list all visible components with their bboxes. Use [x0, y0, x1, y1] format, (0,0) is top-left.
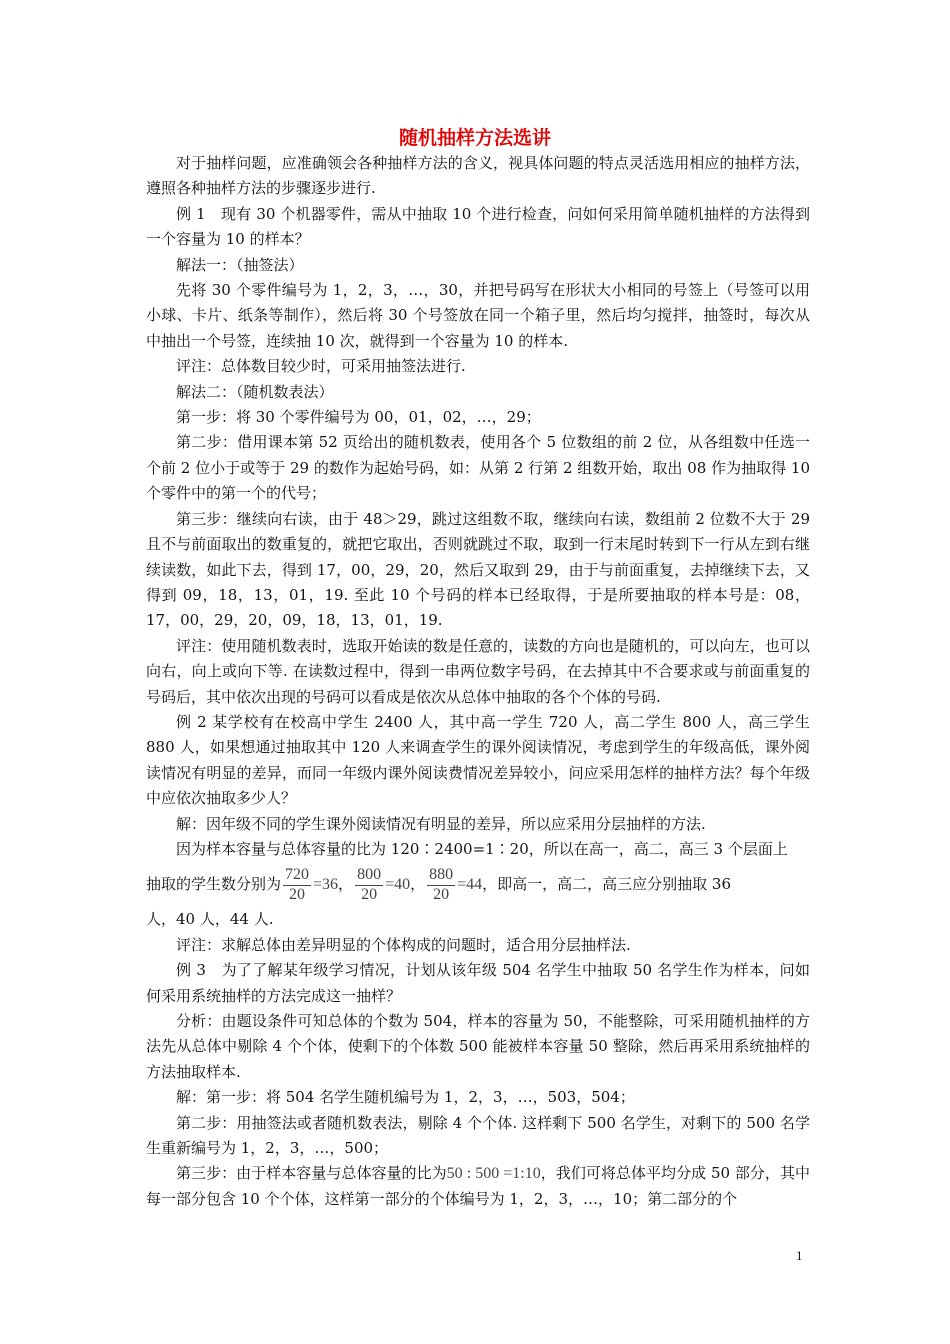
fraction-line-prefix: 抽取的学生数分别为 [146, 875, 282, 894]
paragraph: 评注：求解总体由差异明显的个体构成的问题时，适合用分层抽样法. [176, 935, 631, 954]
document-body [146, 151, 810, 1212]
fraction-numerator: 800 [357, 866, 382, 884]
paragraph: 解法一：（抽签法） [176, 255, 304, 274]
paragraph: 第三步：继续向右读，由于 48＞29，跳过这组数不取，继续向右读，数组前 2 位数不大于 29 且不与前面取出的数重复的，就把它取出，否则就跳过不取，取到一行末尾时转到下一行从左到右继续读数，如此下去，得到 17，00，29，20，然后又取到 29，由于与前面重复，去掉继续下去，又得到 09，18，13，01，19. 至此 10 个号码的样本已经取得，于是所要抽取的样本号是：08，17，00，29，20，09，18，13，01，19. [146, 509, 810, 630]
fraction-denominator: 20 [355, 885, 383, 904]
paragraph: 解：因年级不同的学生课外阅读情况有明显的差异，所以应采用分层抽样的方法. [176, 814, 706, 833]
paragraph: 解：第一步：将 504 名学生随机编号为 1，2，3，…，503，504； [176, 1088, 635, 1107]
fraction-result: =40 [385, 876, 411, 894]
fraction-result: =36 [313, 876, 339, 894]
fraction-numerator: 880 [429, 866, 454, 884]
paragraph: 因为样本容量与总体容量的比为 120∶2400=1∶20，所以在高一，高二，高三 3 个层面上 [176, 839, 788, 858]
paragraph: 解法二：（随机数表法） [176, 382, 334, 401]
paragraph: 第一步：将 30 个零件编号为 00，01，02，…，29； [176, 408, 541, 427]
ratio-expression: 50 : 500 =1:10 [446, 1165, 541, 1183]
paragraph: 第二步：借用课本第 52 页给出的随机数表，使用各个 5 位数组的前 2 位，从各组数中任选一个前 2 位小于或等于 29 的数作为起始号码，如：从第 2 行第 2 组数开始，取出 08 作为抽取得 10 个零件中的第一个的代号； [146, 433, 810, 503]
paragraph: 例 1 现有 30 个机器零件，需从中抽取 10 个进行检查，问如何采用简单随机抽样的方法得到一个容量为 10 的样本？ [146, 204, 810, 249]
fraction-720-20 [283, 866, 311, 904]
fraction-denominator: 20 [283, 885, 311, 904]
fraction-880-20 [427, 866, 455, 904]
paragraph: 人，40 人，44 人. [146, 910, 274, 929]
paragraph: 第二步：用抽签法或者随机数表法，剔除 4 个个体. 这样剩下 500 名学生，对剩下的 500 名学生重新编号为 1，2，3，…，500； [146, 1113, 810, 1158]
page-number: 1 [796, 1248, 803, 1263]
ratio-line-suffix: ，我们可将总体平均分成 50 部分，其中每一部分包含 10 个个体，这样第一部分的个体编号为 1，2，3，…，10；第二部分的个 [146, 1164, 810, 1208]
paragraph: 先将 30 个零件编号为 1，2，3，…，30，并把号码写在形状大小相同的号签上（号签可以用小球、卡片、纸条等制作），然后将 30 个号签放在同一个箱子里，然后均匀搅拌，抽签时，每次从中抽出一个号签，连续抽 10 次，就得到一个容量为 10 的样本. [146, 281, 810, 350]
fraction-denominator: 20 [427, 885, 455, 904]
fraction-separator: ， [338, 875, 354, 894]
paragraph: 评注：使用随机数表时，选取开始读的数是任意的，读数的方向也是随机的，可以向左，也可以向右，向上或向下等. 在读数过程中，得到一串两位数字号码，在去掉其中不合要求或与前面重复的号码后，其中依次出现的号码可以看成是依次从总体中抽取的各个个体的号码. [146, 636, 810, 706]
page-title: 随机抽样方法选讲 [398, 127, 551, 149]
fraction-numerator: 720 [285, 866, 310, 884]
ratio-line-prefix: 第三步：由于样本容量与总体容量的比为 [176, 1164, 447, 1183]
paragraph: 例 2 某学校有在校高中学生 2400 人，其中高一学生 720 人，高二学生 800 人，高三学生 880 人，如果想通过抽取其中 120 人来调查学生的课外阅读情况，考虑到学生的年级高低，课外阅读情况有明显的差异，而同一年级内课外阅读费情况差异较小，问应采用怎样的抽样方法？每个年级中应依次抽取多少人？ [146, 712, 810, 808]
paragraph: 分析：由题设条件可知总体的个数为 504，样本的容量为 50，不能整除，可采用随机抽样的方法先从总体中剔除 4 个个体，使剩下的个体数 500 能被样本容量 50 整除，然后再采用系统抽样的方法抽取样本. [146, 1012, 810, 1081]
fraction-line [146, 862, 810, 907]
paragraph: 对于抽样问题，应准确领会各种抽样方法的含义，视具体问题的特点灵活选用相应的抽样方法，遵照各种抽样方法的步骤逐步进行. [146, 154, 810, 198]
fraction-separator: ， [410, 875, 426, 894]
paragraph: 评注：总体数目较少时，可采用抽签法进行. [176, 357, 466, 376]
fraction-800-20 [355, 866, 383, 904]
paragraph: 例 3 为了了解某年级学习情况，计划从该年级 504 名学生中抽取 50 名学生作为样本，问如何采用系统抽样的方法完成这一抽样？ [146, 961, 810, 1005]
ratio-paragraph [146, 1161, 810, 1212]
fraction-line-suffix: ，即高一，高二，高三应分别抽取 36 [482, 875, 731, 894]
fraction-result: =44 [457, 876, 483, 894]
